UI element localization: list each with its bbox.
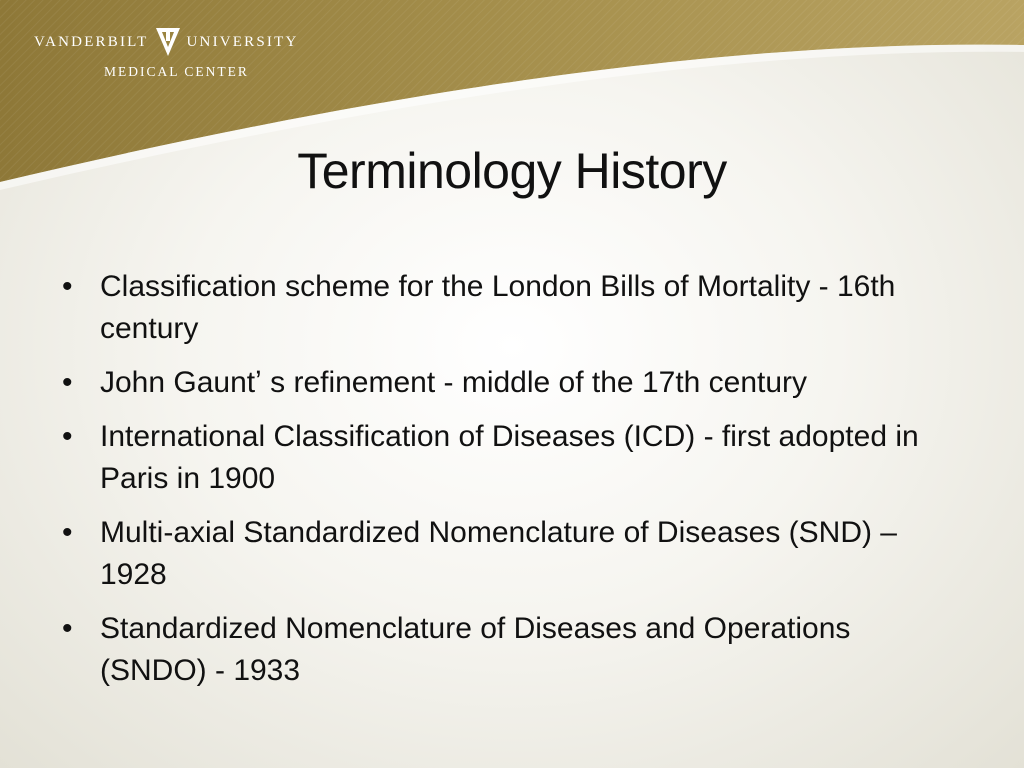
logo-name-right: UNIVERSITY (186, 33, 299, 50)
bullet-text: International Classification of Diseases (ICD) - first adopted in Paris in 1900 (100, 420, 919, 495)
vanderbilt-logo[interactable] (34, 26, 299, 80)
bullet-item (54, 608, 954, 692)
bullet-dot: • (62, 270, 73, 303)
vu-shield-icon (155, 27, 181, 57)
bullet-dot: • (62, 420, 73, 453)
bullet-list (54, 266, 954, 704)
bullet-item (54, 362, 954, 404)
bullet-item (54, 512, 954, 596)
bullet-text: Classification scheme for the London Bills of Mortality - 16th century (100, 270, 896, 345)
bullet-text: Standardized Nomenclature of Diseases and Operations (SNDO) - 1933 (100, 612, 851, 687)
logo-name-left: VANDERBILT (34, 33, 149, 50)
bullet-dot: • (62, 366, 73, 399)
logo-subtitle: MEDICAL CENTER (104, 64, 249, 79)
bullet-text: Multi-axial Standardized Nomenclature of Diseases (SND) – 1928 (100, 516, 897, 591)
slide-title: Terminology History (297, 143, 727, 199)
bullet-item (54, 416, 954, 500)
bullet-dot: • (62, 612, 73, 645)
bullet-dot: • (62, 516, 73, 549)
bullet-text: John Gauntʼ s refinement - middle of the 17th century (100, 366, 808, 399)
bullet-item (54, 266, 954, 350)
